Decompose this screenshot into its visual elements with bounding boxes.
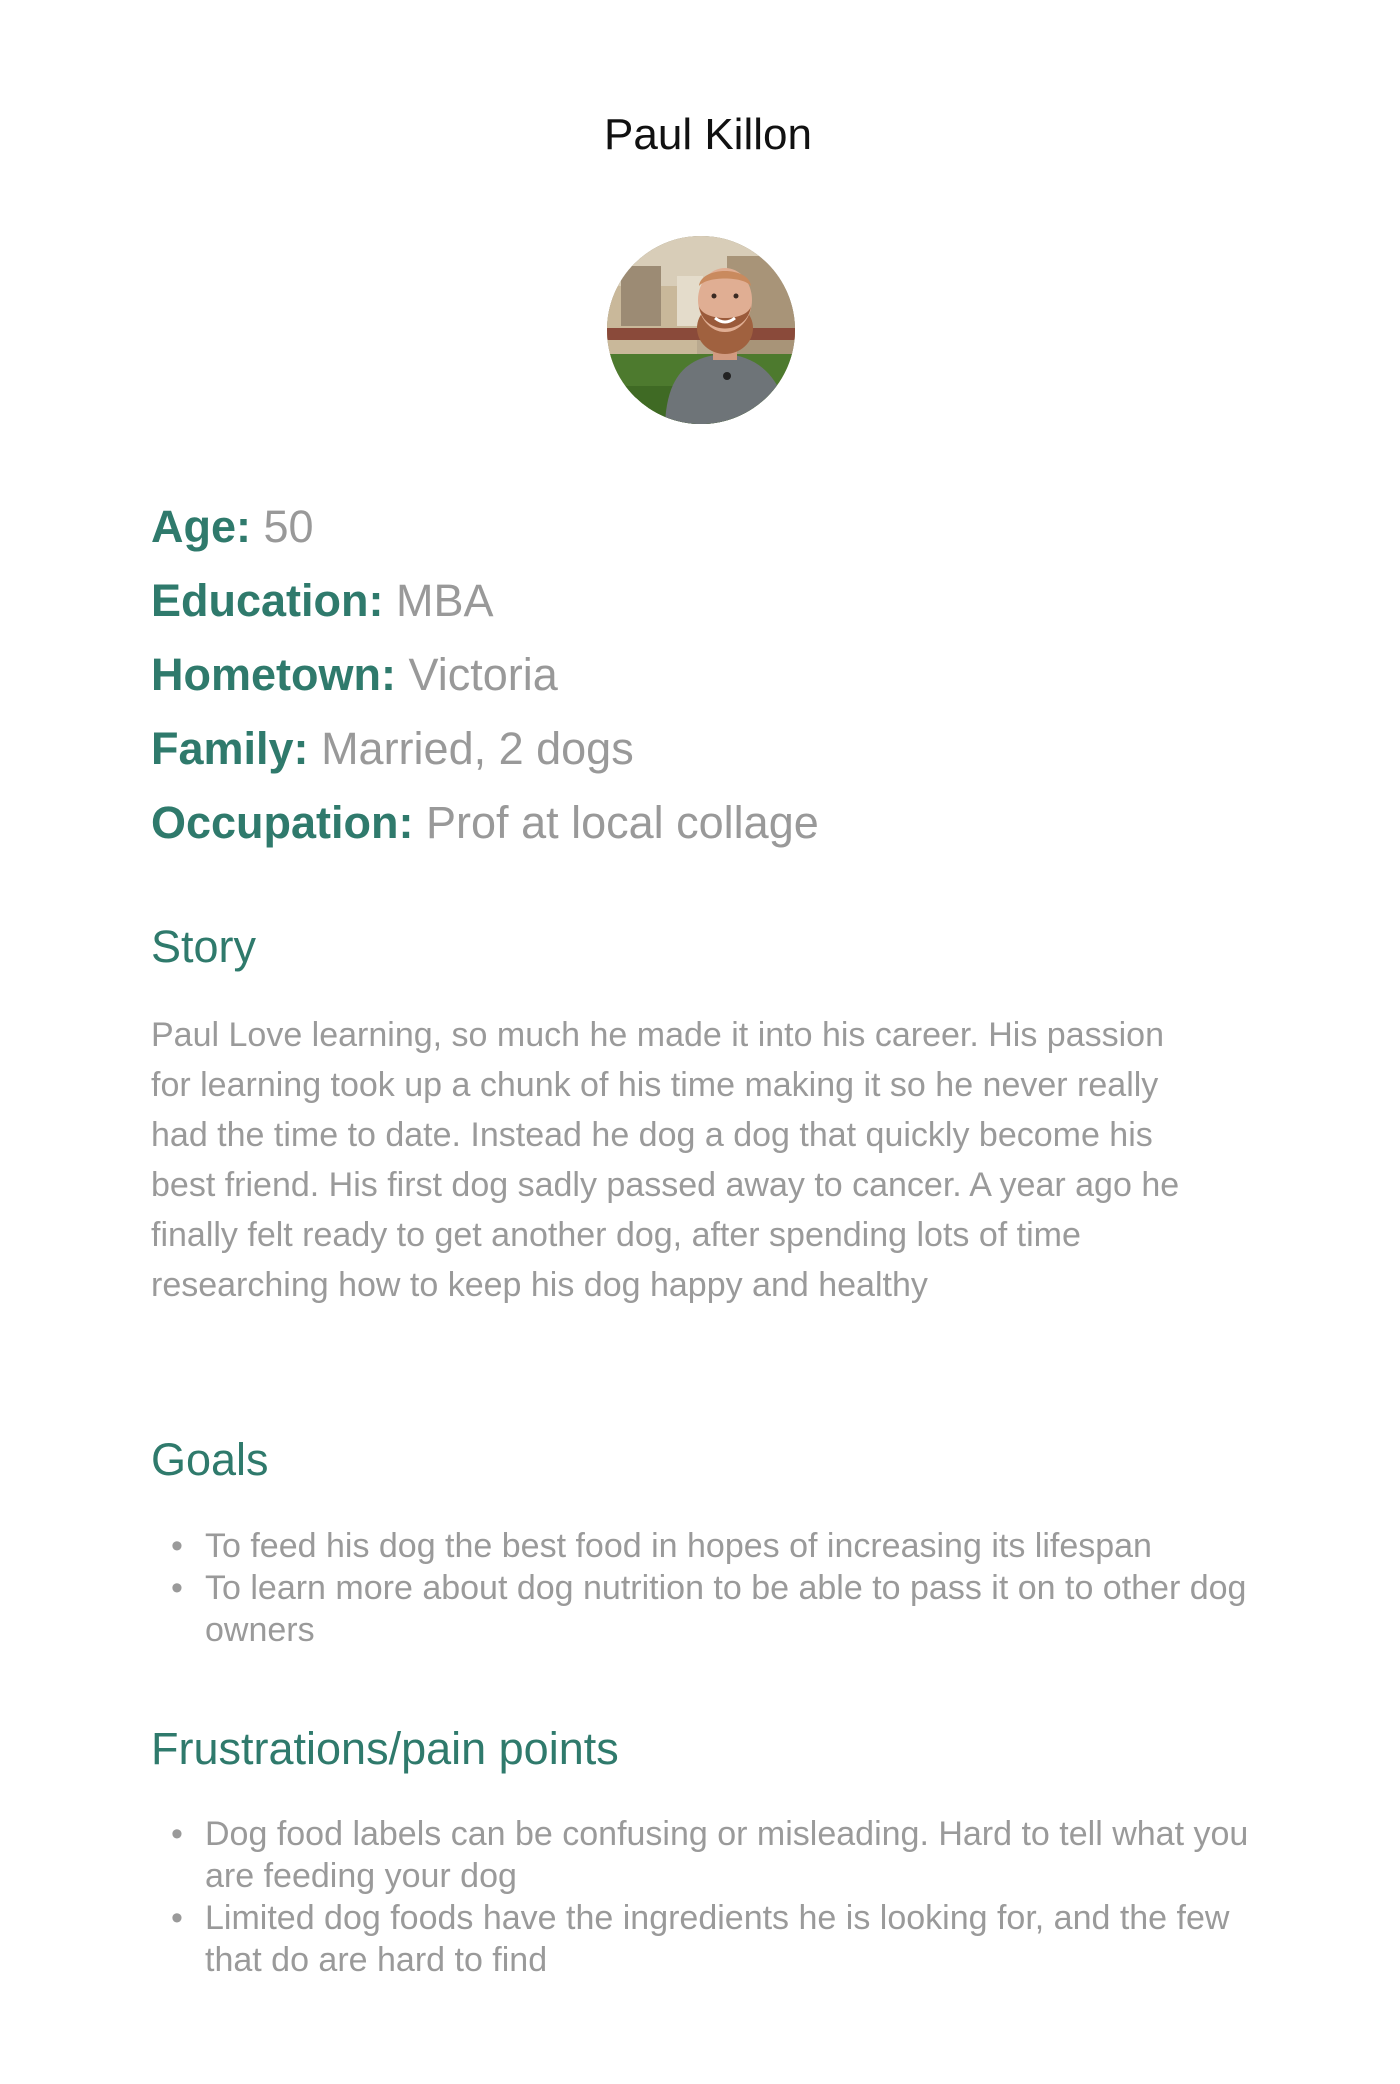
facts-list <box>151 490 819 860</box>
frustrations-heading: Frustrations/pain points <box>151 1723 619 1774</box>
fact-hometown <box>151 638 819 712</box>
fact-value: 50 <box>263 501 314 552</box>
fact-value: Married, 2 dogs <box>321 723 634 774</box>
avatar <box>607 236 795 424</box>
story-text: Paul Love learning, so much he made it into his career. His passion for learning took up a chunk of his time making it so he never really had the time to date. Instead he dog a dog that quickly become his best friend. His first dog sadly passed away to cancer. A year ago he finally felt ready to get another dog, after spending lots of time researching how to keep his dog happy and healthy <box>151 1016 1180 1304</box>
persona-name: Paul Killon <box>604 110 812 159</box>
frustrations-list <box>151 1813 1261 1981</box>
fact-value: MBA <box>396 575 494 626</box>
bullet-dot-icon: • <box>171 1527 183 1565</box>
goal-text: To feed his dog the best food in hopes of increasing its lifespan <box>205 1527 1152 1565</box>
bullet-dot-icon: • <box>171 1569 183 1607</box>
fact-label: Occupation: <box>151 797 414 848</box>
frustration-text: Limited dog foods have the ingredients he is looking for, and the few that do are hard to find <box>205 1899 1230 1979</box>
avatar-photo <box>607 236 795 424</box>
fact-occupation <box>151 786 819 860</box>
list-item <box>151 1897 1261 1981</box>
list-item <box>151 1567 1261 1651</box>
fact-label: Hometown: <box>151 649 396 700</box>
list-item <box>151 1525 1261 1567</box>
fact-label: Age: <box>151 501 251 552</box>
fact-value: Prof at local collage <box>426 797 819 848</box>
fact-family <box>151 712 819 786</box>
goals-heading: Goals <box>151 1434 269 1485</box>
bullet-dot-icon: • <box>171 1899 183 1937</box>
fact-age <box>151 490 819 564</box>
fact-label: Family: <box>151 723 309 774</box>
bullet-dot-icon: • <box>171 1815 183 1853</box>
fact-education <box>151 564 819 638</box>
goals-list <box>151 1525 1261 1651</box>
goal-text: To learn more about dog nutrition to be able to pass it on to other dog owners <box>205 1569 1247 1649</box>
fact-value: Victoria <box>408 649 558 700</box>
story-heading: Story <box>151 921 257 972</box>
frustration-text: Dog food labels can be confusing or misleading. Hard to tell what you are feeding your dog <box>205 1815 1249 1895</box>
list-item <box>151 1813 1261 1897</box>
fact-label: Education: <box>151 575 384 626</box>
